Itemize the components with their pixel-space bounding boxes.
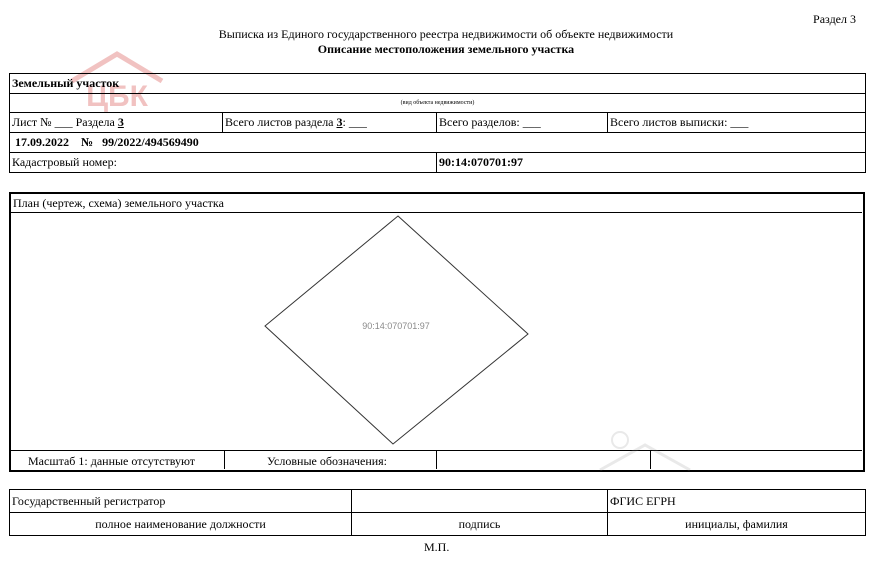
object-type-caption: (вид объекта недвижимости): [10, 94, 866, 113]
watermark-faint-icon: [590, 420, 700, 500]
total-sections: Всего разделов: ___: [437, 113, 608, 133]
scale-col-divider-2: [436, 450, 437, 469]
object-type: Земельный участок: [10, 74, 866, 94]
total-sheets-value: 3: [336, 115, 343, 129]
plan-title: План (чертеж, схема) земельного участка: [13, 196, 224, 210]
registrar-table: [9, 489, 866, 536]
scale-label: Масштаб 1: данные отсутствуют: [28, 454, 196, 468]
stamp-label: М.П.: [424, 540, 450, 554]
sheet-number-value: 3: [117, 115, 124, 129]
extract-number: 99/2022/494569490: [102, 135, 199, 149]
razdel-label: Раздел 3: [813, 12, 856, 26]
plan-parcel-label: 90:14:070701:97: [362, 321, 430, 331]
svg-text:ЦБК: ЦБК: [86, 80, 148, 113]
position-caption: полное наименование должности: [10, 513, 352, 536]
sheet-number-label: Лист № ___ Раздела: [12, 115, 115, 129]
registrar-label: Государственный регистратор: [10, 490, 352, 513]
extract-date: 17.09.2022: [15, 135, 69, 149]
initials-caption: инициалы, фамилия: [608, 513, 866, 536]
registrar-org: ФГИС ЕГРН: [608, 490, 866, 513]
cadastral-label: Кадастровый номер:: [10, 153, 437, 173]
total-extract-sheets: Всего листов выписки: ___: [608, 113, 866, 133]
header-line-1: Выписка из Единого государственного реестра недвижимости об объекте недвижимости: [218, 27, 674, 41]
total-sheets-suffix: : ___: [342, 115, 367, 129]
signature-cell: [352, 490, 608, 513]
scale-col-divider-1: [224, 450, 225, 469]
header-line-2: Описание местоположения земельного участка: [317, 42, 575, 56]
signature-caption: подпись: [352, 513, 608, 536]
cadastral-number: 90:14:070701:97: [437, 153, 866, 173]
number-sign: №: [81, 135, 94, 149]
legend-label: Условные обозначения:: [267, 454, 388, 468]
total-sheets-label: Всего листов раздела: [225, 115, 334, 129]
